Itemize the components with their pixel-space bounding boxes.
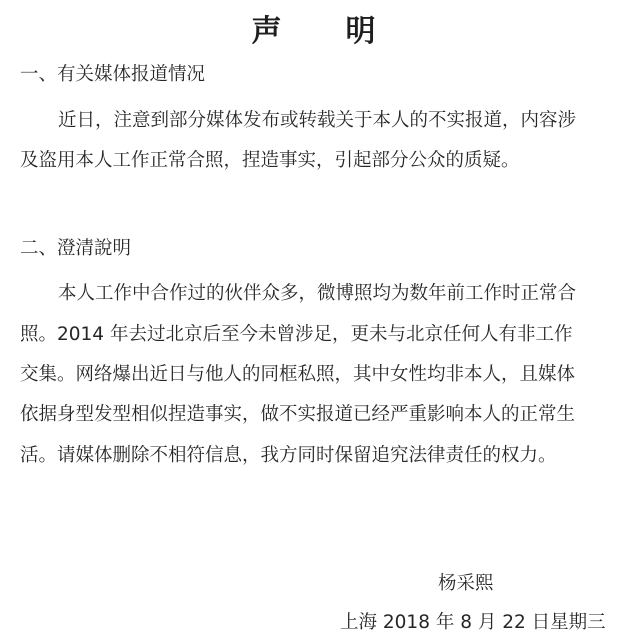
section-2-line-1: 本人工作中合作过的伙伴众多，微博照均为数年前工作时正常合 <box>58 283 577 304</box>
document-title <box>0 6 627 50</box>
section-2-line-4: 依据身型发型相似捏造事实，做不实报道已经严重影响本人的正常生 <box>20 404 576 425</box>
section-2-line-2: 照。2014 年去过北京后至今未曾涉足，更未与北京任何人有非工作 <box>20 324 573 345</box>
title-char-1: 声 <box>251 14 282 49</box>
section-1-heading: 一、有关媒体报道情况 <box>20 64 206 85</box>
section-2-line-5: 活。请媒体删除不相符信息，我方同时保留追究法律责任的权力。 <box>20 445 557 466</box>
signature-place-date: 上海 2018 年 8 月 22 日星期三 <box>340 612 606 633</box>
section-1-line-1: 近日，注意到部分媒体发布或转载关于本人的不实报道，内容涉 <box>58 110 577 131</box>
section-2-line-3: 交集。网络爆出近日与他人的同框私照，其中女性均非本人，且媒体 <box>20 364 576 385</box>
section-2-heading: 二、澄清說明 <box>20 238 132 259</box>
signature-name: 杨采熙 <box>438 573 494 594</box>
title-char-2: 明 <box>345 14 376 49</box>
section-1-line-2: 及盗用本人工作正常合照，捏造事实，引起部分公众的质疑。 <box>20 150 520 171</box>
